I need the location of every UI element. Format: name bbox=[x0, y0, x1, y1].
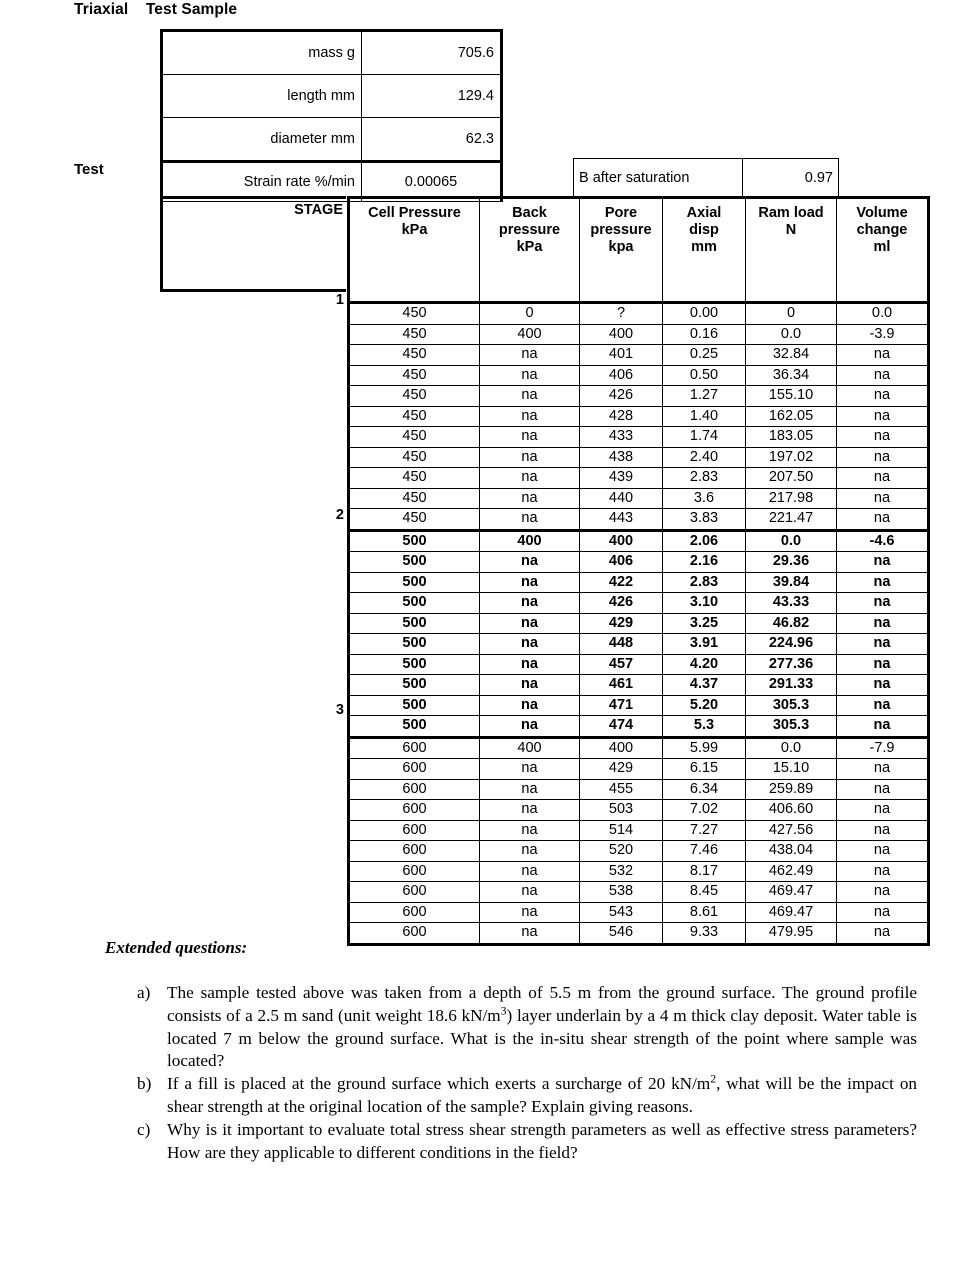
table-cell: 406.60 bbox=[746, 800, 837, 821]
table-cell: na bbox=[480, 759, 580, 780]
table-cell: na bbox=[480, 654, 580, 675]
table-cell: na bbox=[837, 675, 929, 696]
table-cell: 400 bbox=[480, 737, 580, 759]
column-header bbox=[480, 198, 580, 303]
table-cell: 600 bbox=[349, 861, 480, 882]
column-header-line: kPa bbox=[401, 222, 428, 238]
table-cell: 600 bbox=[349, 902, 480, 923]
table-cell: ? bbox=[580, 303, 663, 325]
table-cell: 450 bbox=[349, 468, 480, 489]
sample-length-value: 129.4 bbox=[362, 75, 502, 118]
table-cell: 5.99 bbox=[663, 737, 746, 759]
table-cell: 450 bbox=[349, 509, 480, 531]
column-header-line: Ram load bbox=[758, 205, 824, 221]
table-row bbox=[349, 365, 929, 386]
table-cell: na bbox=[837, 572, 929, 593]
table-row bbox=[349, 324, 929, 345]
table-cell: na bbox=[837, 695, 929, 716]
table-cell: na bbox=[837, 447, 929, 468]
table-row bbox=[349, 386, 929, 407]
table-cell: 600 bbox=[349, 841, 480, 862]
table-cell: 162.05 bbox=[746, 406, 837, 427]
extended-questions-list bbox=[137, 982, 917, 1164]
table-cell: 43.33 bbox=[746, 593, 837, 614]
table-cell: 514 bbox=[580, 820, 663, 841]
table-cell: 500 bbox=[349, 593, 480, 614]
table-cell: 600 bbox=[349, 820, 480, 841]
table-cell: 0 bbox=[746, 303, 837, 325]
table-cell: 462.49 bbox=[746, 861, 837, 882]
extended-questions-heading: Extended questions: bbox=[105, 938, 248, 957]
table-cell: na bbox=[837, 386, 929, 407]
table-cell: 600 bbox=[349, 800, 480, 821]
table-cell: 217.98 bbox=[746, 488, 837, 509]
table-cell: 500 bbox=[349, 634, 480, 655]
table-row bbox=[574, 159, 839, 198]
table-cell: 224.96 bbox=[746, 634, 837, 655]
table-row bbox=[349, 509, 929, 531]
table-row bbox=[349, 406, 929, 427]
table-cell: 479.95 bbox=[746, 923, 837, 945]
table-cell: 400 bbox=[580, 530, 663, 552]
table-cell: na bbox=[480, 861, 580, 882]
table-cell: 538 bbox=[580, 882, 663, 903]
table-cell: 400 bbox=[580, 737, 663, 759]
table-cell: na bbox=[480, 675, 580, 696]
table-cell: na bbox=[480, 552, 580, 573]
column-header-line: pressure bbox=[498, 222, 561, 238]
table-cell: 1.74 bbox=[663, 427, 746, 448]
table-cell: 429 bbox=[580, 613, 663, 634]
table-cell: 6.34 bbox=[663, 779, 746, 800]
table-cell: na bbox=[480, 345, 580, 366]
table-cell: 305.3 bbox=[746, 695, 837, 716]
table-cell: 8.45 bbox=[663, 882, 746, 903]
table-cell: 8.61 bbox=[663, 902, 746, 923]
table-row bbox=[349, 861, 929, 882]
table-cell: 183.05 bbox=[746, 427, 837, 448]
table-row bbox=[349, 759, 929, 780]
table-cell: 197.02 bbox=[746, 447, 837, 468]
triaxial-stage-data-table bbox=[347, 196, 930, 946]
table-cell: 471 bbox=[580, 695, 663, 716]
table-cell: na bbox=[480, 902, 580, 923]
column-header bbox=[663, 198, 746, 303]
table-cell: na bbox=[837, 800, 929, 821]
table-cell: 9.33 bbox=[663, 923, 746, 945]
table-cell: 543 bbox=[580, 902, 663, 923]
stage-number: 3 bbox=[335, 701, 344, 718]
question-item bbox=[137, 982, 917, 1073]
table-cell: -3.9 bbox=[837, 324, 929, 345]
table-cell: 291.33 bbox=[746, 675, 837, 696]
table-cell: 1.27 bbox=[663, 386, 746, 407]
table-cell: na bbox=[480, 841, 580, 862]
column-header-line: ml bbox=[873, 239, 891, 255]
test-label: Test bbox=[74, 161, 104, 178]
table-cell: 7.27 bbox=[663, 820, 746, 841]
table-row bbox=[162, 31, 502, 75]
table-cell: na bbox=[480, 800, 580, 821]
table-cell: 450 bbox=[349, 365, 480, 386]
table-cell: na bbox=[480, 882, 580, 903]
table-cell: 546 bbox=[580, 923, 663, 945]
table-cell: 2.83 bbox=[663, 468, 746, 489]
table-cell: 0.0 bbox=[746, 324, 837, 345]
table-cell: 500 bbox=[349, 716, 480, 738]
table-cell: na bbox=[837, 365, 929, 386]
table-cell: 4.20 bbox=[663, 654, 746, 675]
column-header-line: pressure bbox=[590, 222, 652, 238]
table-cell: na bbox=[837, 468, 929, 489]
table-cell: 500 bbox=[349, 530, 480, 552]
table-cell: 1.40 bbox=[663, 406, 746, 427]
page-title: Triaxial Test Sample bbox=[74, 1, 238, 18]
table-cell: 427.56 bbox=[746, 820, 837, 841]
table-cell: na bbox=[480, 593, 580, 614]
table-cell: na bbox=[837, 406, 929, 427]
table-cell: 3.91 bbox=[663, 634, 746, 655]
table-cell: 500 bbox=[349, 654, 480, 675]
table-cell: 450 bbox=[349, 406, 480, 427]
table-cell: 3.25 bbox=[663, 613, 746, 634]
table-cell: 3.6 bbox=[663, 488, 746, 509]
table-cell: na bbox=[837, 613, 929, 634]
b-after-saturation-table bbox=[573, 158, 839, 198]
strain-rate-label: Strain rate %/min bbox=[162, 162, 362, 202]
table-cell: 400 bbox=[580, 324, 663, 345]
table-row bbox=[349, 695, 929, 716]
table-cell: na bbox=[480, 488, 580, 509]
table-cell: 2.40 bbox=[663, 447, 746, 468]
table-cell: 438 bbox=[580, 447, 663, 468]
column-header bbox=[580, 198, 663, 303]
sample-length-label: length mm bbox=[162, 75, 362, 118]
table-cell: 500 bbox=[349, 613, 480, 634]
table-cell: na bbox=[837, 634, 929, 655]
sample-diameter-value: 62.3 bbox=[362, 118, 502, 162]
table-cell: 207.50 bbox=[746, 468, 837, 489]
table-cell: na bbox=[480, 468, 580, 489]
table-cell: na bbox=[837, 902, 929, 923]
table-cell: 500 bbox=[349, 552, 480, 573]
table-cell: 600 bbox=[349, 759, 480, 780]
table-cell: na bbox=[837, 759, 929, 780]
table-cell: 450 bbox=[349, 345, 480, 366]
table-cell: 457 bbox=[580, 654, 663, 675]
table-cell: 0.16 bbox=[663, 324, 746, 345]
table-cell: 0.0 bbox=[746, 737, 837, 759]
table-row bbox=[349, 303, 929, 325]
data-table-body bbox=[349, 303, 929, 945]
table-cell: 7.02 bbox=[663, 800, 746, 821]
table-cell: 3.83 bbox=[663, 509, 746, 531]
question-marker: c) bbox=[137, 1119, 151, 1139]
sample-mass-label: mass g bbox=[162, 31, 362, 75]
table-cell: 520 bbox=[580, 841, 663, 862]
table-cell: na bbox=[480, 923, 580, 945]
table-row bbox=[349, 552, 929, 573]
table-cell: na bbox=[480, 779, 580, 800]
table-cell: 428 bbox=[580, 406, 663, 427]
table-cell: na bbox=[837, 654, 929, 675]
table-cell: 401 bbox=[580, 345, 663, 366]
table-cell: na bbox=[837, 552, 929, 573]
table-cell: 600 bbox=[349, 737, 480, 759]
column-header bbox=[349, 198, 480, 303]
table-cell: na bbox=[837, 488, 929, 509]
table-cell: na bbox=[837, 882, 929, 903]
column-header-line: mm bbox=[691, 239, 717, 255]
table-row bbox=[349, 572, 929, 593]
data-table-head bbox=[349, 198, 929, 303]
table-cell: 2.83 bbox=[663, 572, 746, 593]
table-cell: 0 bbox=[480, 303, 580, 325]
table-row bbox=[349, 613, 929, 634]
table-cell: 0.0 bbox=[746, 530, 837, 552]
table-cell: na bbox=[837, 509, 929, 531]
table-cell: na bbox=[837, 716, 929, 738]
table-cell: 455 bbox=[580, 779, 663, 800]
table-cell: na bbox=[837, 593, 929, 614]
column-header-line: Volume bbox=[856, 205, 908, 221]
table-cell: 450 bbox=[349, 303, 480, 325]
table-cell: 448 bbox=[580, 634, 663, 655]
table-cell: na bbox=[480, 365, 580, 386]
table-cell: 406 bbox=[580, 365, 663, 386]
b-after-saturation-body bbox=[574, 159, 839, 198]
column-header-line: Pore bbox=[604, 205, 638, 221]
table-row bbox=[349, 800, 929, 821]
table-cell: 2.16 bbox=[663, 552, 746, 573]
table-cell: 2.06 bbox=[663, 530, 746, 552]
table-cell: na bbox=[480, 509, 580, 531]
table-row bbox=[349, 923, 929, 945]
table-cell: 500 bbox=[349, 695, 480, 716]
table-cell: 0.00 bbox=[663, 303, 746, 325]
sample-properties-body bbox=[162, 31, 502, 202]
question-text: Why is it important to evaluate total stress shear strength parameters as well as effective stress parameters? How are they applicable to different conditions in the field? bbox=[167, 1119, 917, 1162]
table-cell: 500 bbox=[349, 675, 480, 696]
table-row bbox=[349, 468, 929, 489]
table-cell: 6.15 bbox=[663, 759, 746, 780]
table-cell: na bbox=[480, 695, 580, 716]
table-cell: 426 bbox=[580, 386, 663, 407]
table-cell: 426 bbox=[580, 593, 663, 614]
stage-header-label: STAGE bbox=[294, 202, 343, 218]
table-cell: 450 bbox=[349, 386, 480, 407]
table-row bbox=[162, 118, 502, 162]
sample-diameter-label: diameter mm bbox=[162, 118, 362, 162]
table-cell: na bbox=[837, 779, 929, 800]
table-row bbox=[349, 882, 929, 903]
table-cell: na bbox=[480, 447, 580, 468]
table-row bbox=[349, 345, 929, 366]
table-cell: 439 bbox=[580, 468, 663, 489]
table-row bbox=[162, 75, 502, 118]
table-header-row bbox=[349, 198, 929, 303]
table-cell: 259.89 bbox=[746, 779, 837, 800]
stage-number: 2 bbox=[335, 506, 344, 523]
table-cell: na bbox=[480, 634, 580, 655]
table-row bbox=[349, 820, 929, 841]
table-row bbox=[349, 447, 929, 468]
table-row bbox=[349, 654, 929, 675]
table-cell: na bbox=[837, 345, 929, 366]
b-after-saturation-value: 0.97 bbox=[743, 159, 839, 198]
table-cell: na bbox=[480, 820, 580, 841]
question-text: If a fill is placed at the ground surface which exerts a surcharge of 20 $kN/m^2$, what will be the impact on shear strength at the original location of the sample? Explain giving reasons. bbox=[167, 1072, 918, 1116]
table-cell: 600 bbox=[349, 779, 480, 800]
table-cell: 5.20 bbox=[663, 695, 746, 716]
table-cell: 469.47 bbox=[746, 902, 837, 923]
table-cell: 469.47 bbox=[746, 882, 837, 903]
table-cell: 433 bbox=[580, 427, 663, 448]
table-row bbox=[349, 737, 929, 759]
b-after-saturation-label: B after saturation bbox=[574, 159, 743, 198]
table-cell: na bbox=[837, 427, 929, 448]
table-cell: na bbox=[837, 820, 929, 841]
question-marker: a) bbox=[137, 983, 151, 1002]
table-row bbox=[349, 593, 929, 614]
table-cell: 39.84 bbox=[746, 572, 837, 593]
stage-number: 1 bbox=[335, 292, 344, 308]
column-header-line: Back bbox=[512, 205, 547, 221]
table-row bbox=[349, 841, 929, 862]
question-marker: b) bbox=[137, 1074, 152, 1094]
table-cell: 277.36 bbox=[746, 654, 837, 675]
table-cell: 29.36 bbox=[746, 552, 837, 573]
table-cell: 450 bbox=[349, 324, 480, 345]
table-row bbox=[349, 779, 929, 800]
table-cell: 155.10 bbox=[746, 386, 837, 407]
sample-mass-value: 705.6 bbox=[362, 31, 502, 75]
table-cell: 503 bbox=[580, 800, 663, 821]
table-cell: na bbox=[480, 613, 580, 634]
table-row bbox=[349, 634, 929, 655]
table-cell: 450 bbox=[349, 447, 480, 468]
table-cell: na bbox=[480, 572, 580, 593]
column-header bbox=[837, 198, 929, 303]
table-cell: na bbox=[837, 841, 929, 862]
column-header-line: Axial bbox=[686, 205, 722, 221]
question-text: The sample tested above was taken from a depth of 5.5 m from the ground surface. The ground profile consists of a 2.5 m sand (unit weight 18.6 $kN/m^3$) layer underlain by a 4 m thick clay deposit. Water table is located 7 m below the ground surface. What is the in-situ shear strength of the point where sample was located? bbox=[167, 983, 917, 1071]
table-cell: 8.17 bbox=[663, 861, 746, 882]
table-cell: na bbox=[480, 427, 580, 448]
column-header-line: change bbox=[856, 222, 908, 238]
table-cell: 0.50 bbox=[663, 365, 746, 386]
column-header-line: kPa bbox=[516, 239, 543, 255]
question-item bbox=[137, 1073, 917, 1119]
table-cell: 32.84 bbox=[746, 345, 837, 366]
table-cell: 532 bbox=[580, 861, 663, 882]
column-header-line: kpa bbox=[608, 239, 634, 255]
table-cell: 450 bbox=[349, 427, 480, 448]
table-row bbox=[349, 488, 929, 509]
table-cell: 0.25 bbox=[663, 345, 746, 366]
column-header-line: N bbox=[785, 222, 797, 238]
table-cell: 500 bbox=[349, 572, 480, 593]
table-row bbox=[349, 675, 929, 696]
question-item bbox=[137, 1119, 917, 1165]
table-cell: 438.04 bbox=[746, 841, 837, 862]
table-cell: 600 bbox=[349, 882, 480, 903]
table-cell: 15.10 bbox=[746, 759, 837, 780]
table-cell: 4.37 bbox=[663, 675, 746, 696]
table-cell: 221.47 bbox=[746, 509, 837, 531]
table-cell: na bbox=[480, 716, 580, 738]
table-cell: 3.10 bbox=[663, 593, 746, 614]
table-cell: 7.46 bbox=[663, 841, 746, 862]
table-cell: 450 bbox=[349, 488, 480, 509]
column-header-line: disp bbox=[689, 222, 719, 238]
table-cell: 461 bbox=[580, 675, 663, 696]
strain-rate-value: 0.00065 bbox=[362, 162, 502, 202]
table-cell: -4.6 bbox=[837, 530, 929, 552]
table-cell: 422 bbox=[580, 572, 663, 593]
table-cell: 429 bbox=[580, 759, 663, 780]
table-cell: 600 bbox=[349, 923, 480, 945]
table-cell: 406 bbox=[580, 552, 663, 573]
table-cell: na bbox=[480, 406, 580, 427]
table-cell: 36.34 bbox=[746, 365, 837, 386]
table-cell: 474 bbox=[580, 716, 663, 738]
table-cell: na bbox=[837, 923, 929, 945]
table-cell: 400 bbox=[480, 530, 580, 552]
table-cell: 443 bbox=[580, 509, 663, 531]
column-header bbox=[746, 198, 837, 303]
column-header-line: Cell Pressure bbox=[368, 205, 461, 221]
table-cell: 0.0 bbox=[837, 303, 929, 325]
table-row bbox=[349, 902, 929, 923]
table-cell: -7.9 bbox=[837, 737, 929, 759]
table-cell: 440 bbox=[580, 488, 663, 509]
table-cell: 305.3 bbox=[746, 716, 837, 738]
table-row bbox=[349, 530, 929, 552]
table-cell: na bbox=[480, 386, 580, 407]
table-row bbox=[349, 716, 929, 738]
table-cell: 400 bbox=[480, 324, 580, 345]
table-cell: na bbox=[837, 861, 929, 882]
table-cell: 5.3 bbox=[663, 716, 746, 738]
sample-properties-table bbox=[160, 29, 503, 202]
table-row bbox=[349, 427, 929, 448]
table-cell: 46.82 bbox=[746, 613, 837, 634]
